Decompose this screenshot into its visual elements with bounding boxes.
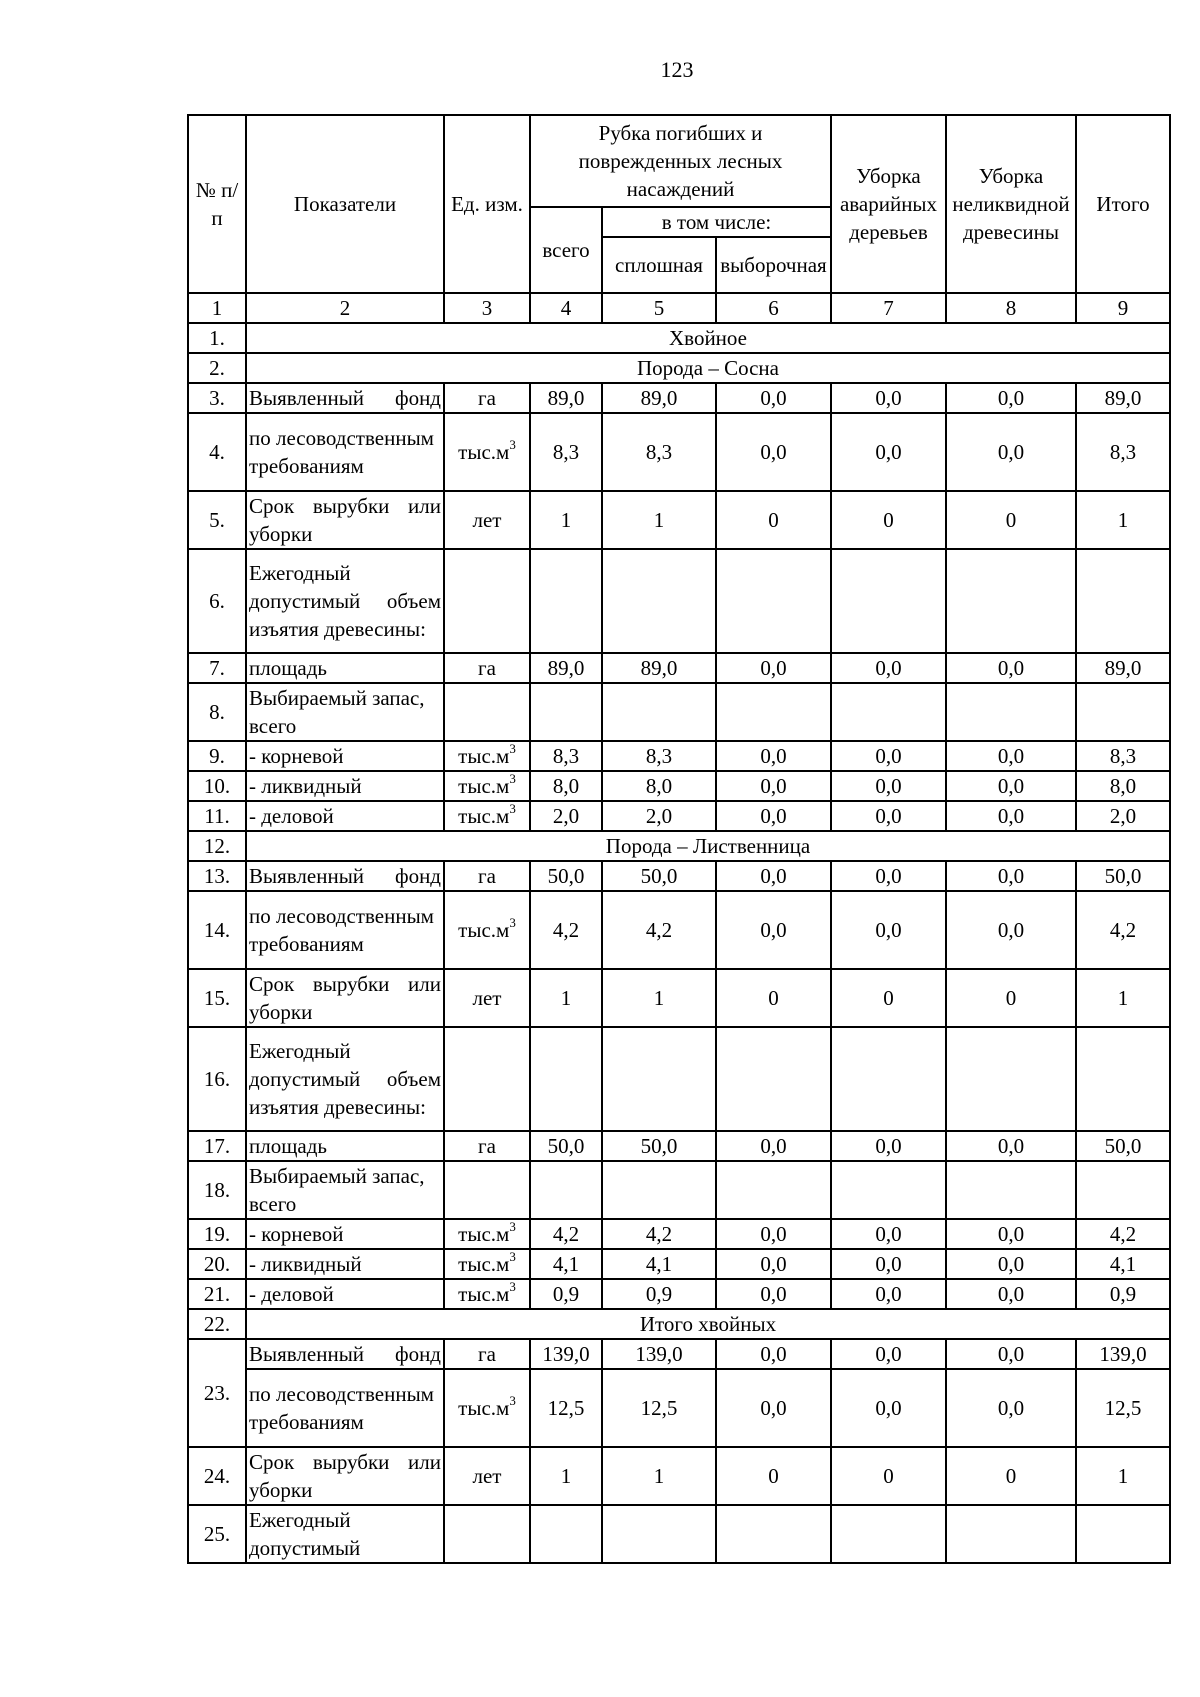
unit-cell: $тыс.м^3$: [444, 801, 530, 831]
value-cell: 89,0: [602, 383, 716, 413]
unit-cell: га: [444, 861, 530, 891]
unit-cell: $тыс.м^3$: [444, 1249, 530, 1279]
table-row: [188, 653, 1170, 683]
indicator-name: Ежегодный допустимый объем изъятия древесины:: [246, 1027, 444, 1131]
row-number: 7.: [188, 653, 246, 683]
table-row: [188, 1339, 1170, 1369]
value-cell: 0,0: [831, 741, 946, 771]
value-cell: [716, 1505, 831, 1563]
column-number: 6: [716, 293, 831, 323]
value-cell: 0,9: [1076, 1279, 1170, 1309]
value-cell: 0,0: [831, 413, 946, 491]
value-cell: 0,0: [716, 891, 831, 969]
value-cell: [602, 1027, 716, 1131]
value-cell: 4,2: [602, 891, 716, 969]
value-cell: [946, 1505, 1076, 1563]
value-cell: 1: [530, 1447, 602, 1505]
indicator-name: площадь: [246, 653, 444, 683]
column-number: 9: [1076, 293, 1170, 323]
row-number: 12.: [188, 831, 246, 861]
value-cell: 1: [530, 491, 602, 549]
section-title: Хвойное: [246, 323, 1170, 353]
value-cell: [946, 683, 1076, 741]
value-cell: [831, 1027, 946, 1131]
value-cell: [1076, 549, 1170, 653]
header-felling-group: Рубка погибших и поврежденных лесных насаждений: [530, 115, 831, 207]
value-cell: 8,3: [1076, 413, 1170, 491]
indicator-name: Выбираемый запас, всего: [246, 1161, 444, 1219]
column-number: 5: [602, 293, 716, 323]
value-cell: 8,0: [530, 771, 602, 801]
unit-cell: лет: [444, 1447, 530, 1505]
value-cell: 8,3: [530, 413, 602, 491]
value-cell: 0,0: [946, 861, 1076, 891]
value-cell: 0,0: [946, 653, 1076, 683]
unit-cell: [444, 549, 530, 653]
unit-cell: $тыс.м^3$: [444, 1219, 530, 1249]
table-row: [188, 413, 1170, 491]
value-cell: 0,0: [716, 1249, 831, 1279]
header-felling-total: всего: [530, 207, 602, 293]
value-cell: 1: [1076, 491, 1170, 549]
value-cell: [831, 1161, 946, 1219]
table-row: [188, 683, 1170, 741]
value-cell: 0: [946, 491, 1076, 549]
row-number: 6.: [188, 549, 246, 653]
table-row: [188, 1219, 1170, 1249]
value-cell: [1076, 1161, 1170, 1219]
value-cell: 139,0: [1076, 1339, 1170, 1369]
indicator-name: - корневой: [246, 1219, 444, 1249]
table-row: [188, 801, 1170, 831]
value-cell: 0,0: [716, 771, 831, 801]
value-cell: [831, 683, 946, 741]
value-cell: 0,0: [831, 891, 946, 969]
table-row: [188, 1027, 1170, 1131]
value-cell: 0: [716, 1447, 831, 1505]
value-cell: 0: [831, 491, 946, 549]
value-cell: [946, 1161, 1076, 1219]
table-row: [188, 491, 1170, 549]
value-cell: 50,0: [530, 861, 602, 891]
value-cell: 0,0: [946, 1249, 1076, 1279]
page-number: 123: [660, 57, 694, 82]
value-cell: 0,0: [831, 771, 946, 801]
value-cell: [530, 1027, 602, 1131]
unit-cell: [444, 1161, 530, 1219]
indicator-name: Ежегодный допустимый объем изъятия древесины:: [246, 549, 444, 653]
value-cell: 0,0: [716, 1339, 831, 1369]
section-title: Итого хвойных: [246, 1309, 1170, 1339]
section-row: [188, 353, 1170, 383]
value-cell: 12,5: [602, 1369, 716, 1447]
value-cell: 139,0: [602, 1339, 716, 1369]
row-number: 10.: [188, 771, 246, 801]
header-selective-felling: выборочная: [716, 237, 831, 293]
unit-cell: $тыс.м^3$: [444, 413, 530, 491]
value-cell: 50,0: [1076, 1131, 1170, 1161]
value-cell: 0,0: [946, 1279, 1076, 1309]
indicator-name: Выявленный фонд: [246, 383, 444, 413]
value-cell: [602, 683, 716, 741]
indicator-name: Срок вырубки или уборки: [246, 491, 444, 549]
value-cell: 0,0: [946, 1219, 1076, 1249]
header-unit: Ед. изм.: [444, 115, 530, 293]
table-row: [188, 969, 1170, 1027]
value-cell: 0,0: [716, 1131, 831, 1161]
value-cell: 1: [530, 969, 602, 1027]
value-cell: 0,0: [946, 1339, 1076, 1369]
value-cell: 0,0: [831, 653, 946, 683]
value-cell: 0,9: [530, 1279, 602, 1309]
value-cell: 4,2: [602, 1219, 716, 1249]
value-cell: 2,0: [530, 801, 602, 831]
unit-cell: $тыс.м^3$: [444, 891, 530, 969]
value-cell: 0,0: [946, 771, 1076, 801]
indicator-name: - ликвидный: [246, 1249, 444, 1279]
column-number: 4: [530, 293, 602, 323]
section-title: Порода – Сосна: [246, 353, 1170, 383]
indicator-name: - ликвидный: [246, 771, 444, 801]
indicator-name: Срок вырубки или уборки: [246, 1447, 444, 1505]
value-cell: [946, 549, 1076, 653]
table-row: [188, 861, 1170, 891]
value-cell: 4,1: [602, 1249, 716, 1279]
row-number: 16.: [188, 1027, 246, 1131]
value-cell: 8,3: [530, 741, 602, 771]
value-cell: 4,2: [530, 891, 602, 969]
table-row: [188, 741, 1170, 771]
value-cell: 0,0: [831, 1249, 946, 1279]
value-cell: 0,0: [946, 891, 1076, 969]
value-cell: 89,0: [530, 383, 602, 413]
value-cell: 4,1: [530, 1249, 602, 1279]
value-cell: [530, 1161, 602, 1219]
value-cell: 0,0: [716, 383, 831, 413]
value-cell: 89,0: [530, 653, 602, 683]
indicator-name: - деловой: [246, 801, 444, 831]
value-cell: [1076, 1505, 1170, 1563]
value-cell: 0,0: [946, 413, 1076, 491]
value-cell: [946, 1027, 1076, 1131]
value-cell: 0,0: [831, 1369, 946, 1447]
unit-cell: $тыс.м^3$: [444, 1279, 530, 1309]
unit-cell: га: [444, 1131, 530, 1161]
unit-cell: [444, 683, 530, 741]
row-number: 21.: [188, 1279, 246, 1309]
value-cell: [1076, 1027, 1170, 1131]
value-cell: 0,0: [716, 413, 831, 491]
indicator-name: по лесоводственным требованиям: [246, 891, 444, 969]
unit-cell: га: [444, 653, 530, 683]
table-row: [188, 891, 1170, 969]
value-cell: 0: [831, 1447, 946, 1505]
indicator-name: по лесоводственным требованиям: [246, 413, 444, 491]
value-cell: 2,0: [602, 801, 716, 831]
value-cell: [602, 549, 716, 653]
header-num: № п/п: [188, 115, 246, 293]
value-cell: 0: [946, 1447, 1076, 1505]
value-cell: 4,2: [1076, 891, 1170, 969]
section-row: [188, 831, 1170, 861]
column-number: 8: [946, 293, 1076, 323]
value-cell: [530, 683, 602, 741]
value-cell: 0,0: [716, 653, 831, 683]
row-number: 8.: [188, 683, 246, 741]
value-cell: 12,5: [1076, 1369, 1170, 1447]
value-cell: 1: [602, 491, 716, 549]
header-including: в том числе:: [602, 207, 831, 237]
value-cell: 4,2: [1076, 1219, 1170, 1249]
forest-felling-table: [187, 114, 1171, 1564]
indicator-name: Срок вырубки или уборки: [246, 969, 444, 1027]
value-cell: 50,0: [1076, 861, 1170, 891]
indicator-name: - корневой: [246, 741, 444, 771]
value-cell: 0,0: [831, 801, 946, 831]
unit-cell: га: [444, 1339, 530, 1369]
unit-cell: $тыс.м^3$: [444, 1369, 530, 1447]
table-row: [188, 1505, 1170, 1563]
unit-cell: лет: [444, 969, 530, 1027]
row-number: 1.: [188, 323, 246, 353]
value-cell: [602, 1161, 716, 1219]
value-cell: 0,0: [946, 1369, 1076, 1447]
table-row: [188, 1161, 1170, 1219]
value-cell: 0,0: [831, 1131, 946, 1161]
header-indicators: Показатели: [246, 115, 444, 293]
column-number: 7: [831, 293, 946, 323]
value-cell: [1076, 683, 1170, 741]
indicator-name: - деловой: [246, 1279, 444, 1309]
value-cell: 8,3: [602, 741, 716, 771]
header-total: Итого: [1076, 115, 1170, 293]
section-title: Порода – Лиственница: [246, 831, 1170, 861]
value-cell: 0,0: [831, 1339, 946, 1369]
column-number: 3: [444, 293, 530, 323]
column-number: 2: [246, 293, 444, 323]
row-number: 15.: [188, 969, 246, 1027]
column-number: 1: [188, 293, 246, 323]
value-cell: [716, 1161, 831, 1219]
section-row: [188, 1309, 1170, 1339]
value-cell: 0: [946, 969, 1076, 1027]
value-cell: 89,0: [602, 653, 716, 683]
header-emergency-trees: Уборка аварийных деревьев: [831, 115, 946, 293]
row-number: 14.: [188, 891, 246, 969]
table-row: [188, 771, 1170, 801]
table-row: [188, 549, 1170, 653]
row-number: 3.: [188, 383, 246, 413]
value-cell: [602, 1505, 716, 1563]
value-cell: 0,0: [716, 1279, 831, 1309]
row-number: 13.: [188, 861, 246, 891]
value-cell: [831, 1505, 946, 1563]
table-row: [188, 1249, 1170, 1279]
value-cell: 8,3: [602, 413, 716, 491]
row-number: 23.: [188, 1339, 246, 1447]
value-cell: 2,0: [1076, 801, 1170, 831]
unit-cell: лет: [444, 491, 530, 549]
indicator-name: Выявленный фонд: [246, 1339, 444, 1369]
unit-cell: $тыс.м^3$: [444, 771, 530, 801]
value-cell: [716, 1027, 831, 1131]
value-cell: 0,0: [946, 383, 1076, 413]
value-cell: 0,0: [716, 1369, 831, 1447]
value-cell: 8,0: [1076, 771, 1170, 801]
indicator-name: Выявленный фонд: [246, 861, 444, 891]
row-number: 19.: [188, 1219, 246, 1249]
value-cell: 8,3: [1076, 741, 1170, 771]
value-cell: 0,0: [831, 1219, 946, 1249]
value-cell: [530, 549, 602, 653]
table-row: [188, 1131, 1170, 1161]
value-cell: 0: [716, 491, 831, 549]
value-cell: [831, 549, 946, 653]
section-row: [188, 323, 1170, 353]
value-cell: 89,0: [1076, 383, 1170, 413]
value-cell: 1: [1076, 969, 1170, 1027]
value-cell: 50,0: [602, 861, 716, 891]
value-cell: 0,0: [946, 1131, 1076, 1161]
value-cell: 0,0: [716, 801, 831, 831]
indicator-name: площадь: [246, 1131, 444, 1161]
indicator-name: Выбираемый запас, всего: [246, 683, 444, 741]
value-cell: 0,0: [716, 861, 831, 891]
value-cell: 1: [1076, 1447, 1170, 1505]
value-cell: 0,0: [716, 1219, 831, 1249]
value-cell: 0: [716, 969, 831, 1027]
row-number: 17.: [188, 1131, 246, 1161]
table-row: [188, 1279, 1170, 1309]
row-number: 22.: [188, 1309, 246, 1339]
row-number: 18.: [188, 1161, 246, 1219]
table-row: [188, 1369, 1170, 1447]
header-illiquid-wood: Уборка неликвидной древесины: [946, 115, 1076, 293]
value-cell: 0,0: [831, 1279, 946, 1309]
row-number: 2.: [188, 353, 246, 383]
value-cell: 4,2: [530, 1219, 602, 1249]
value-cell: 50,0: [530, 1131, 602, 1161]
value-cell: 0,0: [831, 861, 946, 891]
value-cell: [716, 683, 831, 741]
row-number: 4.: [188, 413, 246, 491]
value-cell: 1: [602, 969, 716, 1027]
value-cell: [530, 1505, 602, 1563]
unit-cell: $тыс.м^3$: [444, 741, 530, 771]
value-cell: 89,0: [1076, 653, 1170, 683]
value-cell: 12,5: [530, 1369, 602, 1447]
unit-cell: [444, 1027, 530, 1131]
row-number: 24.: [188, 1447, 246, 1505]
unit-cell: га: [444, 383, 530, 413]
value-cell: [716, 549, 831, 653]
value-cell: 0: [831, 969, 946, 1027]
value-cell: 139,0: [530, 1339, 602, 1369]
row-number: 9.: [188, 741, 246, 771]
value-cell: 0,0: [716, 741, 831, 771]
table-row: [188, 383, 1170, 413]
row-number: 5.: [188, 491, 246, 549]
row-number: 25.: [188, 1505, 246, 1563]
row-number: 20.: [188, 1249, 246, 1279]
value-cell: 0,9: [602, 1279, 716, 1309]
header-clear-felling: сплошная: [602, 237, 716, 293]
indicator-name: по лесоводственным требованиям: [246, 1369, 444, 1447]
value-cell: 8,0: [602, 771, 716, 801]
value-cell: 4,1: [1076, 1249, 1170, 1279]
value-cell: 0,0: [831, 383, 946, 413]
unit-cell: [444, 1505, 530, 1563]
value-cell: 0,0: [946, 741, 1076, 771]
value-cell: 0,0: [946, 801, 1076, 831]
row-number: 11.: [188, 801, 246, 831]
value-cell: 50,0: [602, 1131, 716, 1161]
indicator-name: Ежегодный допустимый: [246, 1505, 444, 1563]
table-row: [188, 1447, 1170, 1505]
value-cell: 1: [602, 1447, 716, 1505]
